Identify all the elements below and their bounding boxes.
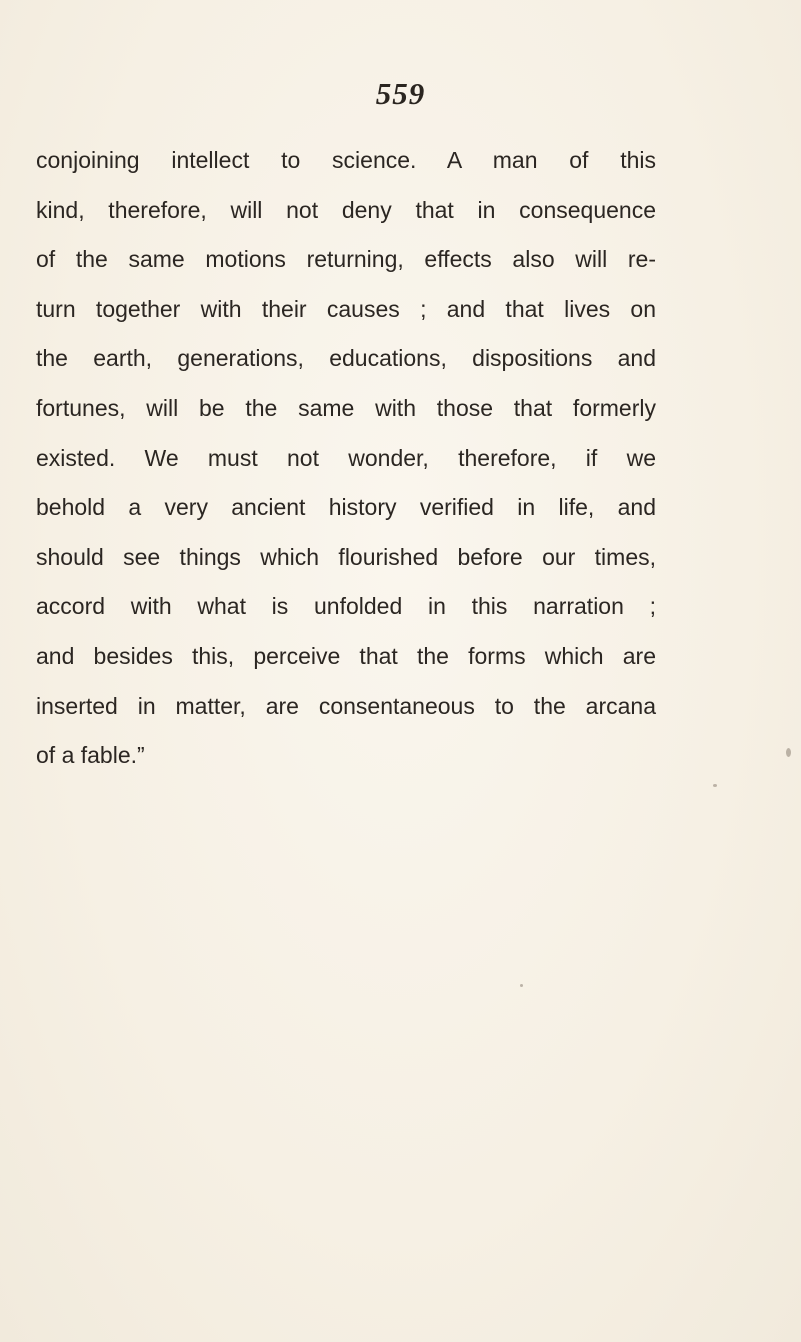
text-line: of a fable.” bbox=[36, 742, 145, 769]
text-line: kind, therefore, will not deny that in consequence bbox=[36, 196, 656, 223]
text-line: the earth, generations, educations, dispositions and bbox=[36, 345, 656, 372]
text-line: existed. We must not wonder, therefore, if we bbox=[36, 444, 656, 471]
text-line: accord with what is unfolded in this narration ; bbox=[36, 593, 656, 620]
text-line: should see things which flourished before our times, bbox=[36, 543, 656, 570]
body-paragraph bbox=[36, 136, 656, 781]
paper-speck bbox=[786, 748, 791, 757]
page-number: 559 bbox=[375, 76, 426, 111]
text-line: fortunes, will be the same with those that formerly bbox=[36, 394, 656, 421]
paper-speck bbox=[520, 984, 523, 987]
text-line: inserted in matter, are consentaneous to the arcana bbox=[36, 692, 656, 719]
text-line: of the same motions returning, effects also will re- bbox=[36, 246, 656, 273]
text-line: turn together with their causes ; and that lives on bbox=[36, 295, 656, 322]
text-line: and besides this, perceive that the forms which are bbox=[36, 642, 656, 669]
text-line: conjoining intellect to science. A man of this bbox=[36, 147, 656, 173]
paper-speck bbox=[713, 784, 717, 787]
text-line: behold a very ancient history verified in life, and bbox=[36, 494, 656, 521]
